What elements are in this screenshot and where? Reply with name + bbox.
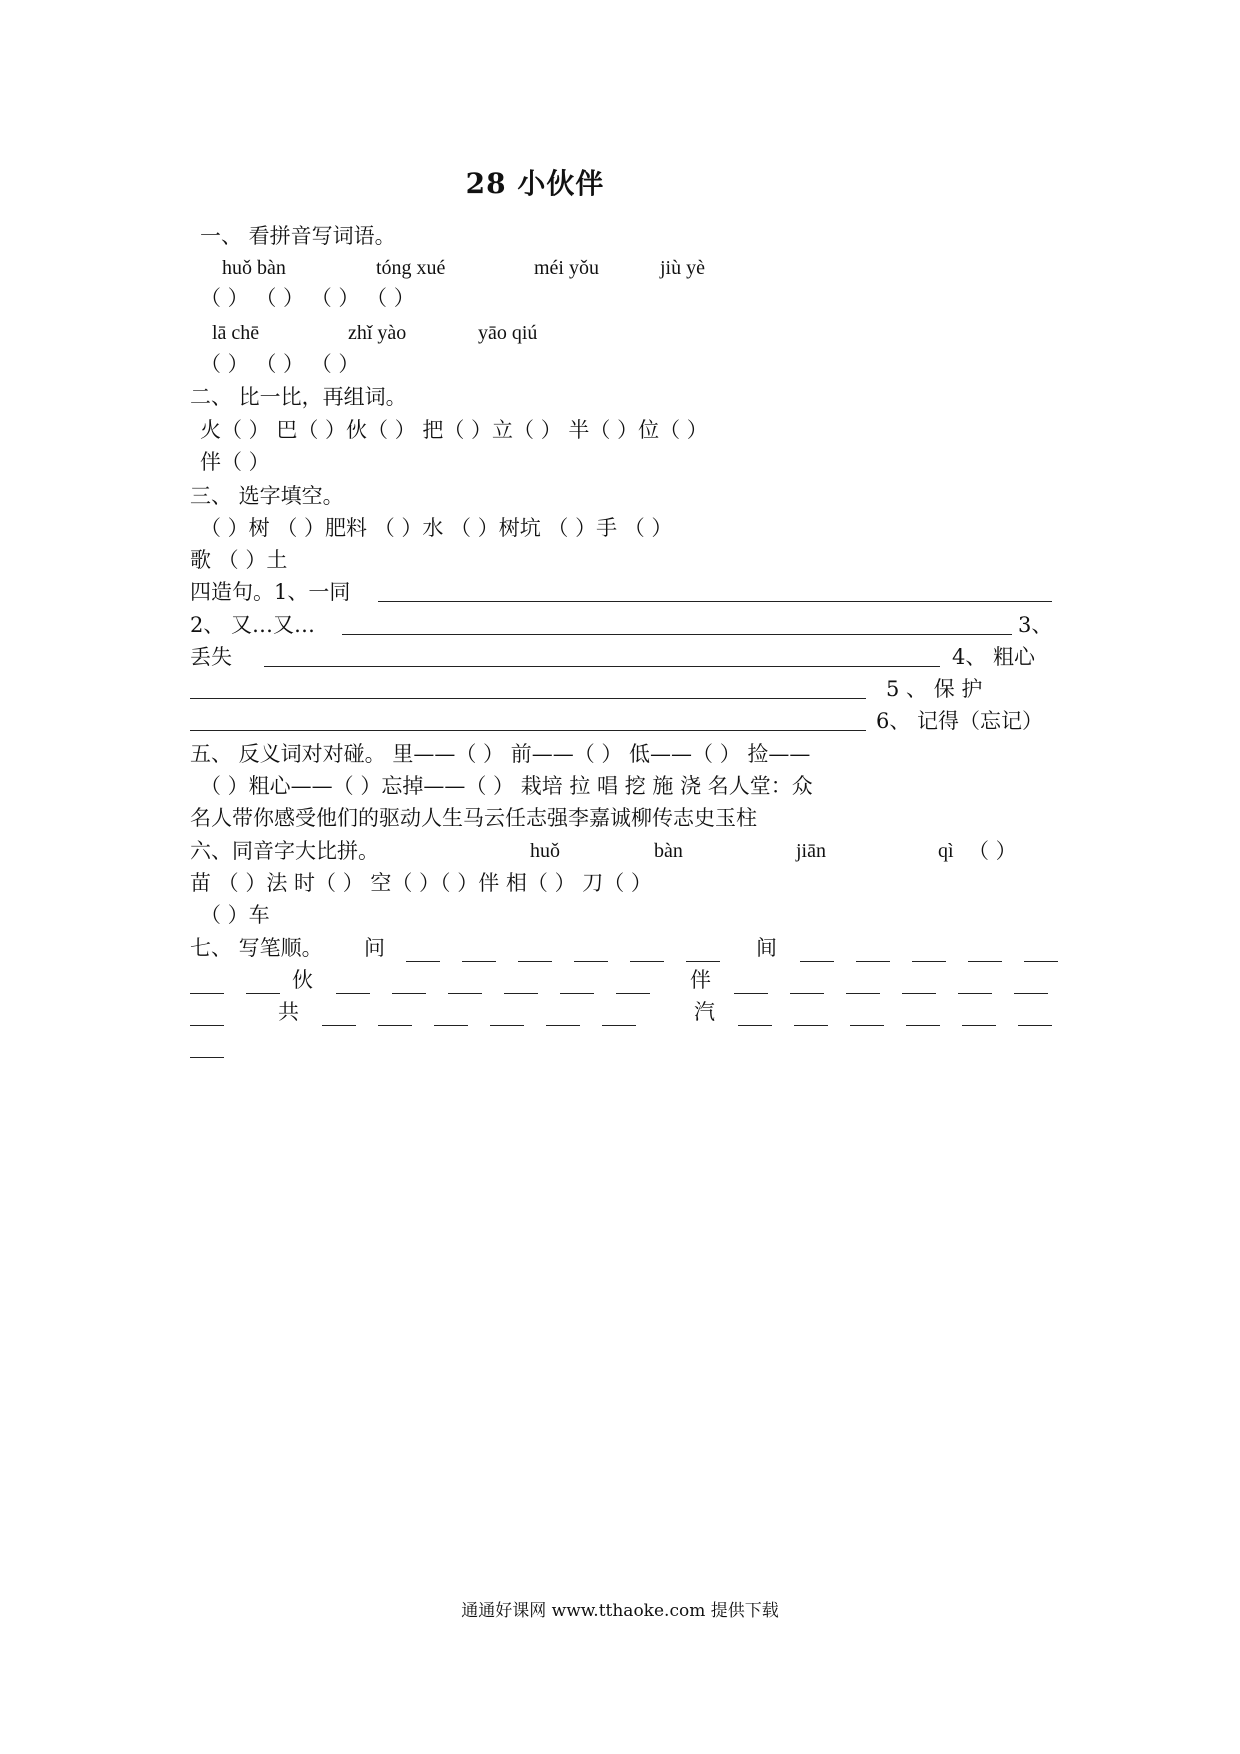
stroke-char-3: 伙 (292, 968, 313, 992)
pinyin-5: lā chē (212, 322, 260, 344)
pinyin-3: méi yǒu (534, 257, 599, 279)
answer-line (190, 730, 866, 731)
section-3-row-2: 歌 （ ）土 (190, 548, 288, 572)
section-6-heading: 六、同音字大比拼。 (190, 839, 379, 863)
answer-line (264, 666, 940, 667)
section-1-heading: 一、 看拼音写词语。 (200, 224, 396, 248)
stroke-char-5: 共 (278, 1000, 299, 1024)
pinyin-9: bàn (654, 840, 683, 862)
answer-parens-row-1: （ ） （ ） （ ） （ ） (200, 286, 415, 310)
section-4-row-2-end: 3、 (1018, 613, 1053, 637)
pinyin-1: huǒ bàn (222, 257, 286, 279)
pinyin-8: huǒ (530, 840, 560, 862)
stroke-blanks (406, 934, 742, 962)
section-4-row-3-label: 丢失 (190, 645, 232, 669)
section-4-row-5-end: 6、 记得（忘记） (876, 709, 1044, 733)
section-6-row-1-end: （ ） (968, 839, 1017, 863)
section-4-row-1-label: 四造句。1、一同 (190, 580, 351, 604)
stroke-char-1: 问 (364, 936, 385, 960)
section-5-row-1: 五、 反义词对对碰。 里——（ ） 前——（ ） 低——（ ） 捡—— (190, 742, 811, 766)
answer-parens-row-2: （ ） （ ） （ ） (200, 352, 360, 376)
section-2-row-2: 伴（ ） (200, 450, 270, 474)
section-6-row-2: 苗 （ ）法 时（ ） 空（ ）（ ）伴 相（ ） 刀（ ） (190, 871, 652, 895)
stroke-blanks (322, 998, 658, 1026)
stroke-blanks (190, 966, 302, 994)
stroke-blanks (738, 998, 1052, 1026)
section-4-row-4-end: 5 、 保 护 (886, 677, 983, 701)
pinyin-2: tóng xué (376, 257, 446, 279)
answer-line (190, 698, 866, 699)
stroke-blanks (734, 966, 1048, 994)
pinyin-4: jiù yè (660, 257, 705, 279)
pinyin-11: qì (938, 840, 954, 862)
stroke-char-4: 伴 (690, 968, 711, 992)
pinyin-6: zhǐ yào (348, 322, 407, 344)
section-4-row-2-label: 2、 又…又… (190, 613, 316, 637)
footer-source: 通通好课网 www.tthaoke.com 提供下载 (461, 1601, 779, 1621)
section-7-heading: 七、 写笔顺。 (190, 936, 323, 960)
section-4-row-3-end: 4、 粗心 (952, 645, 1036, 669)
stroke-char-2: 间 (756, 936, 777, 960)
stroke-blanks (190, 1030, 246, 1058)
stroke-blanks (190, 998, 246, 1026)
section-3-row-1: （ ）树 （ ）肥料 （ ）水 （ ）树坑 （ ）手 （ ） (200, 516, 673, 540)
section-2-row-1: 火（ ） 巴（ ）伙（ ） 把（ ）立（ ） 半（ ）位（ ） (200, 418, 708, 442)
section-6-row-3: （ ）车 (200, 903, 270, 927)
pinyin-10: jiān (796, 840, 826, 862)
section-5-row-2: （ ）粗心——（ ）忘掉——（ ） 栽培 拉 唱 挖 施 浇 名人堂：众 (200, 774, 813, 798)
answer-line (378, 601, 1052, 602)
pinyin-7: yāo qiú (478, 322, 538, 344)
stroke-blanks (336, 966, 672, 994)
stroke-blanks (800, 934, 1058, 962)
page-title: 28 小伙伴 (465, 167, 605, 200)
section-5-row-3: 名人带你感受他们的驱动人生马云任志强李嘉诚柳传志史玉柱 (190, 806, 757, 830)
section-2-heading: 二、 比一比，再组词。 (190, 385, 407, 409)
stroke-char-6: 汽 (694, 1000, 715, 1024)
section-3-heading: 三、 选字填空。 (190, 484, 344, 508)
answer-line (342, 634, 1012, 635)
